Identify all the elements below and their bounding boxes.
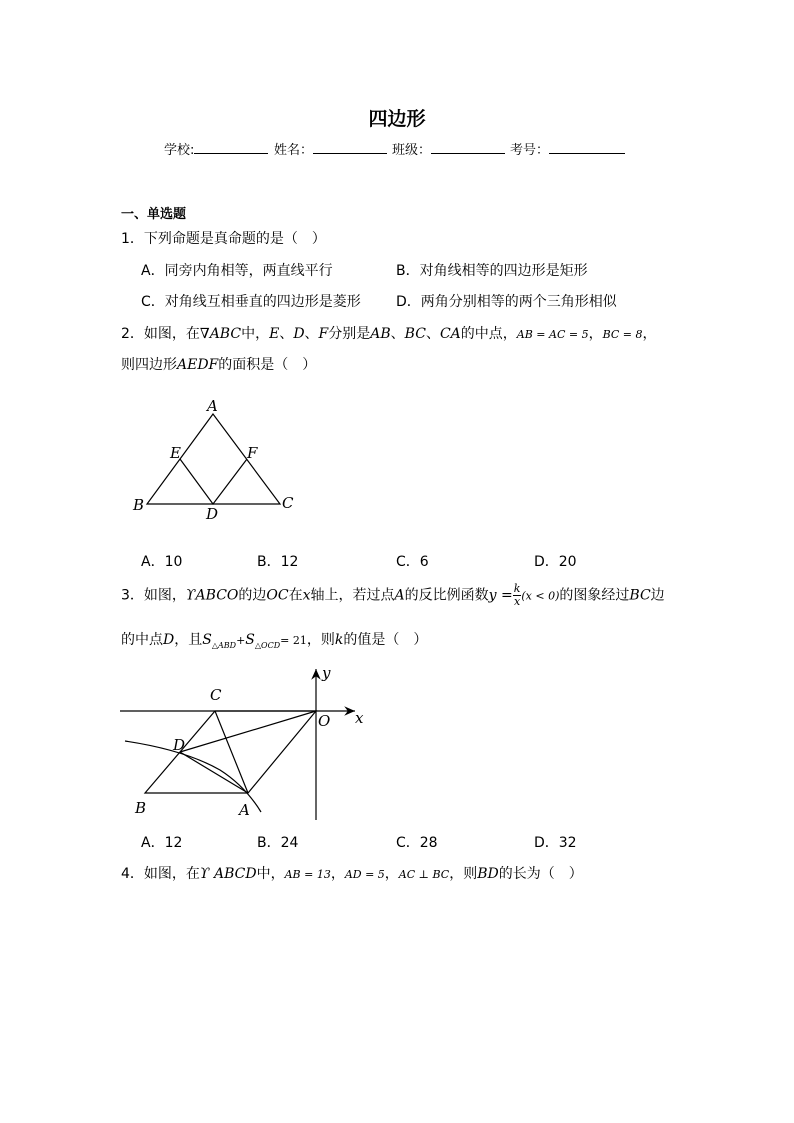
id-blank xyxy=(549,141,625,154)
q3-area-2-symbol: S xyxy=(245,632,255,648)
q2-text: 、 xyxy=(390,326,405,342)
q2-text: 中， xyxy=(241,326,270,342)
q3-point-a: A xyxy=(394,587,405,604)
q1-stem: 1．下列命题是真命题的是（ ） xyxy=(121,231,326,247)
q3-parallelogram: ϒABCO xyxy=(185,587,239,604)
q2-text: 的中点， xyxy=(460,326,517,342)
q2-condition-1: AB = AC = 5 xyxy=(516,328,589,341)
q3-var-k: k xyxy=(334,632,344,648)
label-a: A xyxy=(207,397,218,415)
label-y: y xyxy=(322,664,331,682)
q4-text: 的长为（ ） xyxy=(498,866,583,882)
q2-segment-bc: BC xyxy=(404,326,426,342)
q4-text: 4．如图，在 xyxy=(121,866,200,882)
q3-text: 的中点 xyxy=(121,632,163,648)
name-blank xyxy=(313,141,387,154)
q3-option-a: A．12 xyxy=(141,835,183,851)
q2-stem-line2 xyxy=(121,354,316,374)
q3-text: 的边 xyxy=(238,587,267,604)
q3-area-1 xyxy=(202,632,236,648)
q2-point-f: F xyxy=(318,326,329,342)
q3-var-x: x xyxy=(302,587,311,604)
q4-condition-3: AC ⊥ BC xyxy=(398,868,450,881)
q1-option-b: B．对角线相等的四边形是矩形 xyxy=(396,263,588,279)
diagonal-ca xyxy=(215,711,248,793)
id-label: 考号： xyxy=(510,143,550,158)
page-title: 四边形 xyxy=(368,108,426,130)
q2-option-c: C．6 xyxy=(396,554,429,570)
label-o: O xyxy=(318,712,331,730)
q3-text: 边 xyxy=(650,587,665,604)
q3-text: 轴上，若过点 xyxy=(310,587,395,604)
school-label: 学校: xyxy=(164,143,195,158)
q3-option-c: C．28 xyxy=(396,835,438,851)
q3-plus: + xyxy=(236,634,246,647)
q2-triangle-figure xyxy=(125,392,305,527)
class-label: 班级： xyxy=(392,143,432,158)
segments-ed-df xyxy=(180,459,247,504)
q2-text: 则四边形 xyxy=(121,357,177,373)
segment-do xyxy=(180,711,316,752)
q4-stem xyxy=(121,863,583,883)
q3-coordinate-figure xyxy=(115,662,375,827)
q3-option-b: B．24 xyxy=(257,835,299,851)
label-b: B xyxy=(135,799,147,817)
q2-text: 2．如图，在 xyxy=(121,326,200,342)
q4-condition-2: AD = 5 xyxy=(344,868,385,881)
q4-segment-bd: BD xyxy=(477,866,499,882)
q2-text: 分别是 xyxy=(328,326,371,342)
q3-text: 的反比例函数 xyxy=(404,587,489,604)
q3-area-2 xyxy=(245,632,280,648)
q1-option-a: A．同旁内角相等，两直线平行 xyxy=(141,263,333,279)
q4-condition-1: AB = 13 xyxy=(284,868,331,881)
q3-option-d: D．32 xyxy=(534,835,577,851)
q2-text: 、 xyxy=(425,326,440,342)
q3-segment-oc: OC xyxy=(266,587,289,604)
label-d: D xyxy=(206,505,219,523)
q2-triangle: ∇ABC xyxy=(199,326,242,342)
q3-text: ，且 xyxy=(174,632,203,648)
q3-segment-bc: BC xyxy=(629,587,651,604)
q3-function-lhs: y = xyxy=(488,587,513,604)
q1-option-d: D．两角分别相等的两个三角形相似 xyxy=(396,294,617,310)
label-c: C xyxy=(210,686,222,704)
q4-parallelogram: ϒ ABCD xyxy=(199,866,257,882)
class-field xyxy=(392,139,505,158)
q3-text: ，则 xyxy=(306,632,335,648)
label-a: A xyxy=(239,801,250,819)
segment-da xyxy=(180,752,248,793)
q3-condition: (x < 0) xyxy=(521,589,560,603)
q3-text: 的图象经过 xyxy=(559,587,630,604)
q3-area-1-sub: △ABD xyxy=(211,640,237,650)
q2-condition-2: BC = 8 xyxy=(602,328,643,341)
q4-text: ， xyxy=(384,866,399,882)
name-field xyxy=(274,139,387,158)
q2-point-d: D xyxy=(293,326,305,342)
q2-option-a: A．10 xyxy=(141,554,183,570)
q3-fraction-den: x xyxy=(513,595,521,608)
label-e: E xyxy=(170,444,181,462)
q3-stem-line2 xyxy=(121,629,427,650)
q2-segment-ca: CA xyxy=(439,326,461,342)
q3-text: 3．如图， xyxy=(121,587,186,604)
q2-option-d: D．20 xyxy=(534,554,577,570)
q1-option-c: C．对角线互相垂直的四边形是菱形 xyxy=(141,294,361,310)
q3-equals: = 21 xyxy=(280,634,307,647)
q3-text: 在 xyxy=(288,587,303,604)
q2-text: 、 xyxy=(279,326,294,342)
label-c: C xyxy=(282,494,294,512)
q4-text: ， xyxy=(330,866,345,882)
school-field xyxy=(164,139,268,158)
class-blank xyxy=(431,141,505,154)
q4-text: 中， xyxy=(256,866,285,882)
q2-text: 、 xyxy=(304,326,319,342)
label-b: B xyxy=(133,496,145,514)
triangle-abc xyxy=(147,414,280,504)
q3-text: 的值是（ ） xyxy=(343,632,428,648)
label-f: F xyxy=(247,444,258,462)
id-field xyxy=(510,139,625,158)
name-label: 姓名： xyxy=(274,143,314,158)
q2-option-b: B．12 xyxy=(257,554,299,570)
q2-quadrilateral: AEDF xyxy=(177,357,219,373)
q3-area-1-symbol: S xyxy=(202,632,212,648)
q3-area-2-sub: △OCD xyxy=(254,640,281,650)
section-heading: 一、单选题 xyxy=(121,207,187,222)
q4-text: ，则 xyxy=(449,866,478,882)
q2-segment-ab: AB xyxy=(370,326,391,342)
q3-stem-line1 xyxy=(121,583,665,608)
label-d: D xyxy=(173,736,186,754)
q2-text: ， xyxy=(642,326,657,342)
q2-point-e: E xyxy=(269,326,280,342)
label-x: x xyxy=(355,709,364,727)
parallelogram-abco xyxy=(145,711,316,793)
q3-fraction-num: k xyxy=(513,582,521,595)
q3-point-d: D xyxy=(163,632,175,648)
q2-text: 的面积是（ ） xyxy=(218,357,317,373)
school-blank xyxy=(194,141,268,154)
q2-stem-line1 xyxy=(121,323,657,343)
q2-text: ， xyxy=(588,326,603,342)
